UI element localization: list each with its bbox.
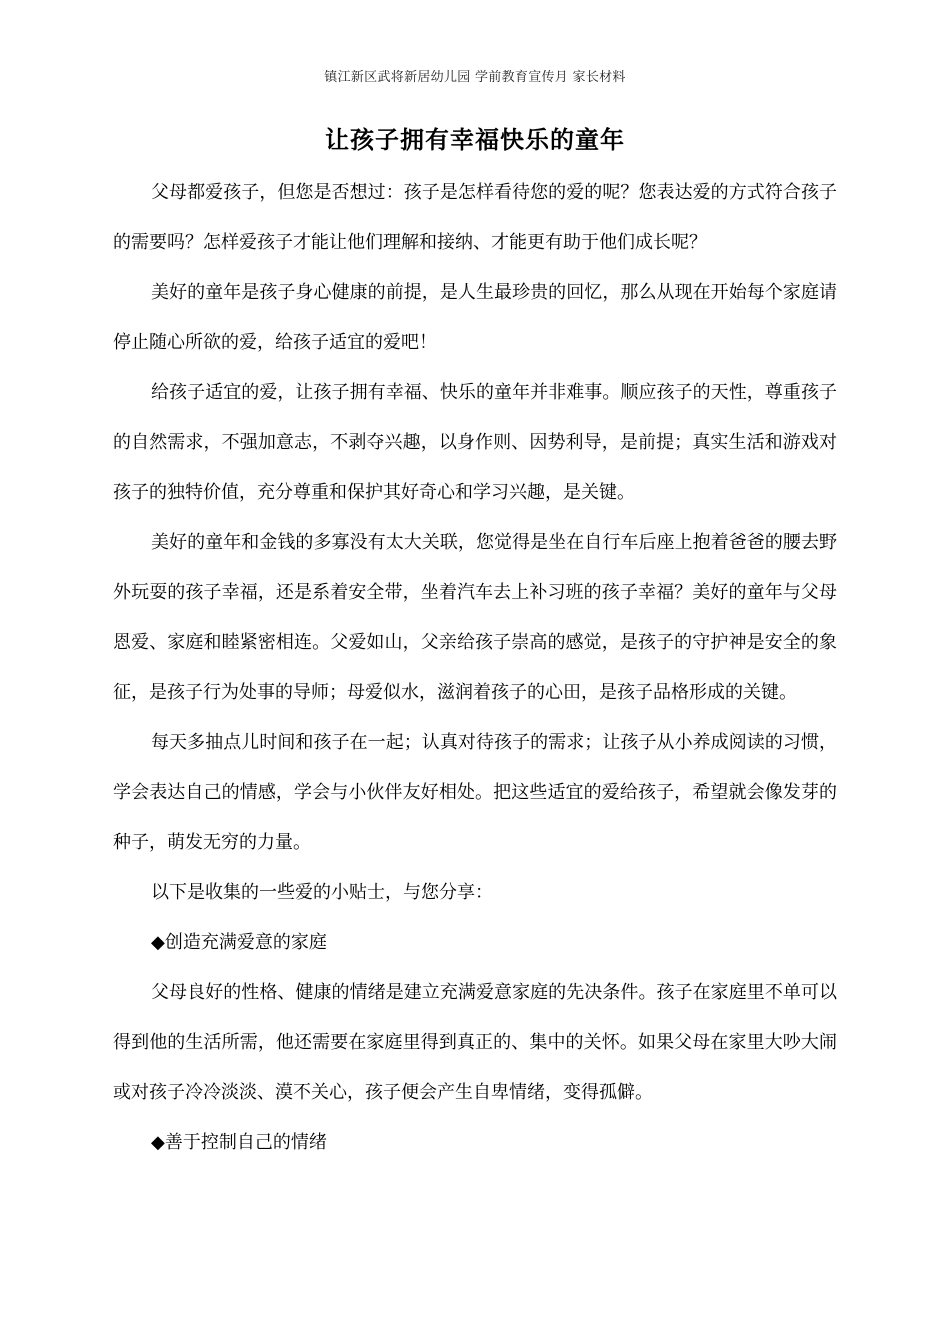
section-heading-loving-family: ◆创造充满爱意的家庭 <box>151 932 327 953</box>
paragraph-3: 给孩子适宜的爱，让孩子拥有幸福、快乐的童年并非难事。顺应孩子的天性，尊重孩子的自然需求，不强加意志，不剥夺兴趣，以身作则、因势利导，是前提；真实生活和游戏对孩子的独特价值，充分尊重和保护其好奇心和学习兴趣，是关键。 <box>113 382 837 503</box>
page-header: 镇江新区武将新居幼儿园 学前教育宣传月 家长材料 <box>324 70 626 85</box>
paragraph-4: 美好的童年和金钱的多寡没有太大关联，您觉得是坐在自行车后座上抱着爸爸的腰去野外玩耍的孩子幸福，还是系着安全带，坐着汽车去上补习班的孩子幸福？美好的童年与父母恩爱、家庭和睦紧密相连。父爱如山，父亲给孩子崇高的感觉，是孩子的守护神是安全的象征，是孩子行为处事的导师；母爱似水，滋润着孩子的心田，是孩子品格形成的关键。 <box>113 532 837 703</box>
document-title: 让孩子拥有幸福快乐的童年 <box>325 126 625 154</box>
paragraph-5: 每天多抽点儿时间和孩子在一起；认真对待孩子的需求；让孩子从小养成阅读的习惯，学会表达自己的情感，学会与小伙伴友好相处。把这些适宜的爱给孩子，希望就会像发芽的种子，萌发无穷的力量。 <box>113 732 837 853</box>
paragraph-2: 美好的童年是孩子身心健康的前提，是人生最珍贵的回忆，那么从现在开始每个家庭请停止随心所欲的爱，给孩子适宜的爱吧！ <box>113 282 837 353</box>
paragraph-7: 父母良好的性格、健康的情绪是建立充满爱意家庭的先决条件。孩子在家庭里不单可以得到他的生活所需，他还需要在家庭里得到真正的、集中的关怀。如果父母在家里大吵大闹或对孩子冷冷淡淡、漠不关心，孩子便会产生自卑情绪，变得孤僻。 <box>113 982 837 1103</box>
section-heading-control-emotions: ◆善于控制自己的情绪 <box>151 1132 327 1153</box>
paragraph-6: 以下是收集的一些爱的小贴士，与您分享： <box>151 882 493 903</box>
paragraph-1: 父母都爱孩子，但您是否想过：孩子是怎样看待您的爱的呢？您表达爱的方式符合孩子的需要吗？怎样爱孩子才能让他们理解和接纳、才能更有助于他们成长呢？ <box>113 182 837 253</box>
document-body <box>113 168 837 1168</box>
